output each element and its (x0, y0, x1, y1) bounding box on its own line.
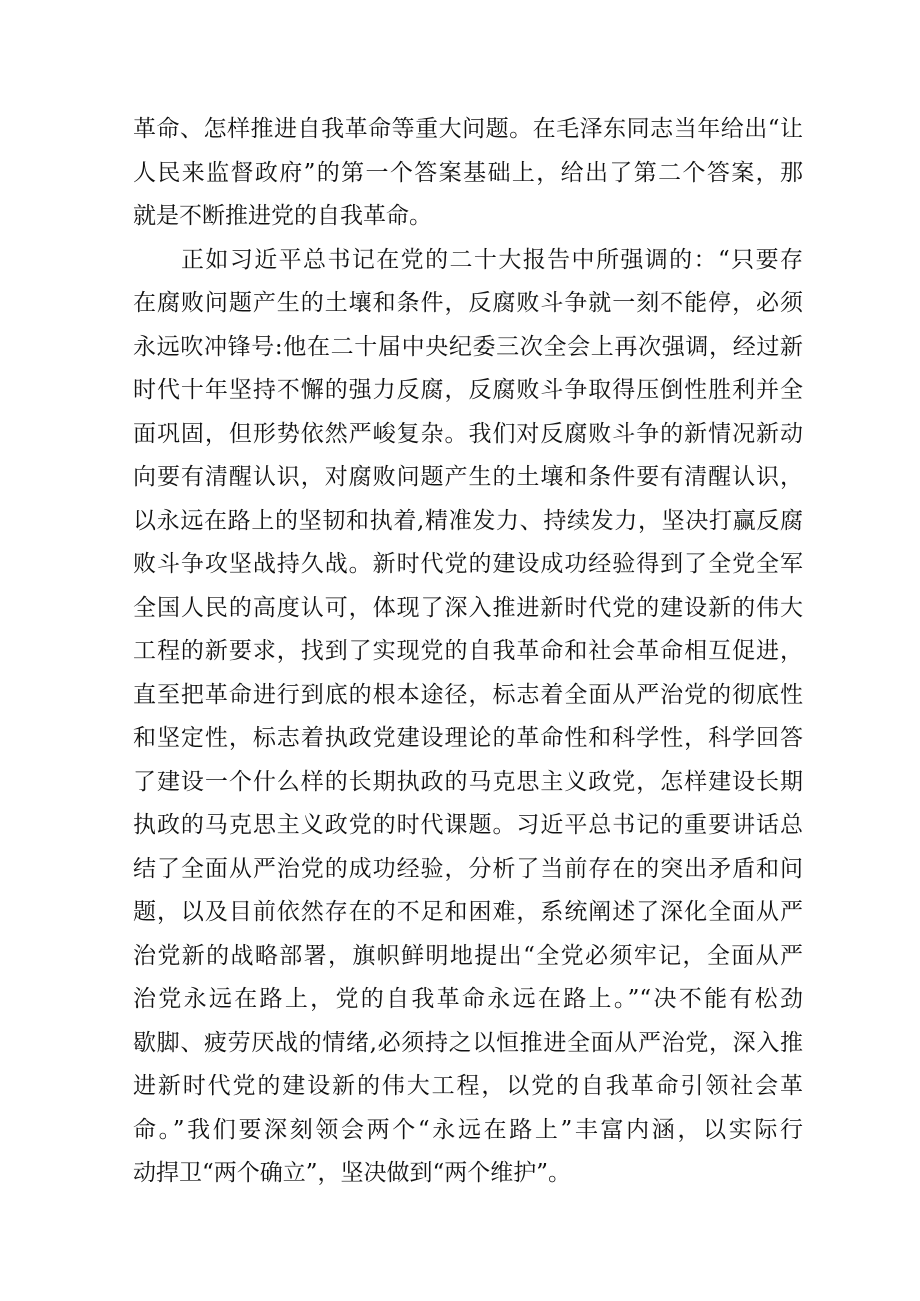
text-line: 在腐败问题产生的土壤和条件，反腐败斗争就一刻不能停，必须 (133, 290, 803, 316)
text-line: 和坚定性，标志着执政党建设理论的革命性和科学性，科学回答 (133, 725, 803, 751)
text-line: 治党永远在路上，党的自我革命永远在路上。”“决不能有松劲 (133, 986, 803, 1012)
text-line: 直至把革命进行到底的根本途径，标志着全面从严治党的彻底性 (133, 681, 803, 708)
text-line: 败斗争攻坚战持久战。新时代党的建设成功经验得到了全党全军 (133, 551, 803, 577)
text-line: 时代十年坚持不懈的强力反腐，反腐败斗争取得压倒性胜利并全 (133, 377, 803, 403)
text-line: 进新时代党的建设新的伟大工程，以党的自我革命引领社会革 (133, 1073, 803, 1099)
text-line: 了建设一个什么样的长期执政的马克思主义政党，怎样建设长期 (133, 768, 803, 795)
text-line: 动捍卫“两个确立”，坚决做到“两个维护”。 (133, 1160, 572, 1186)
text-line: 执政的马克思主义政党的时代课题。习近平总书记的重要讲话总 (133, 812, 803, 838)
paragraph-2 (133, 239, 803, 1196)
paragraph-1 (133, 108, 803, 239)
text-line: 治党新的战略部署，旗帜鲜明地提出“全党必须牢记，全面从严 (133, 942, 803, 969)
body-text (133, 108, 803, 1196)
text-line: 结了全面从严治党的成功经验，分析了当前存在的突出矛盾和问 (133, 855, 803, 882)
text-line: 命。”我们要深刻领会两个“永远在路上”丰富内涵，以实际行 (133, 1116, 803, 1143)
text-line: 面巩固，但形势依然严峻复杂。我们对反腐败斗争的新情况新动 (133, 420, 803, 447)
text-line: 题，以及目前依然存在的不足和困难，系统阐述了深化全面从严 (133, 899, 803, 925)
text-line: 以永远在路上的坚韧和执着,精准发力、持续发力，坚决打赢反腐 (133, 507, 803, 534)
text-line: 歇脚、疲劳厌战的情绪,必须持之以恒推进全面从严治党，深入推 (133, 1029, 803, 1056)
text-line: 人民来监督政府”的第一个答案基础上，给出了第二个答案，那 (133, 159, 803, 186)
text-line: 就是不断推进党的自我革命。 (133, 203, 432, 229)
text-line: 全国人民的高度认可，体现了深入推进新时代党的建设新的伟大 (133, 594, 803, 621)
text-line: 向要有清醒认识，对腐败问题产生的土壤和条件要有清醒认识， (133, 464, 803, 490)
text-line: 革命、怎样推进自我革命等重大问题。在毛泽东同志当年给出“让 (133, 116, 803, 142)
text-line: 正如习近平总书记在党的二十大报告中所强调的：“只要存 (181, 246, 803, 273)
text-line: 永远吹冲锋号:他在二十届中央纪委三次全会上再次强调，经过新 (133, 333, 803, 360)
text-line: 工程的新要求，找到了实现党的自我革命和社会革命相互促进， (133, 638, 803, 664)
